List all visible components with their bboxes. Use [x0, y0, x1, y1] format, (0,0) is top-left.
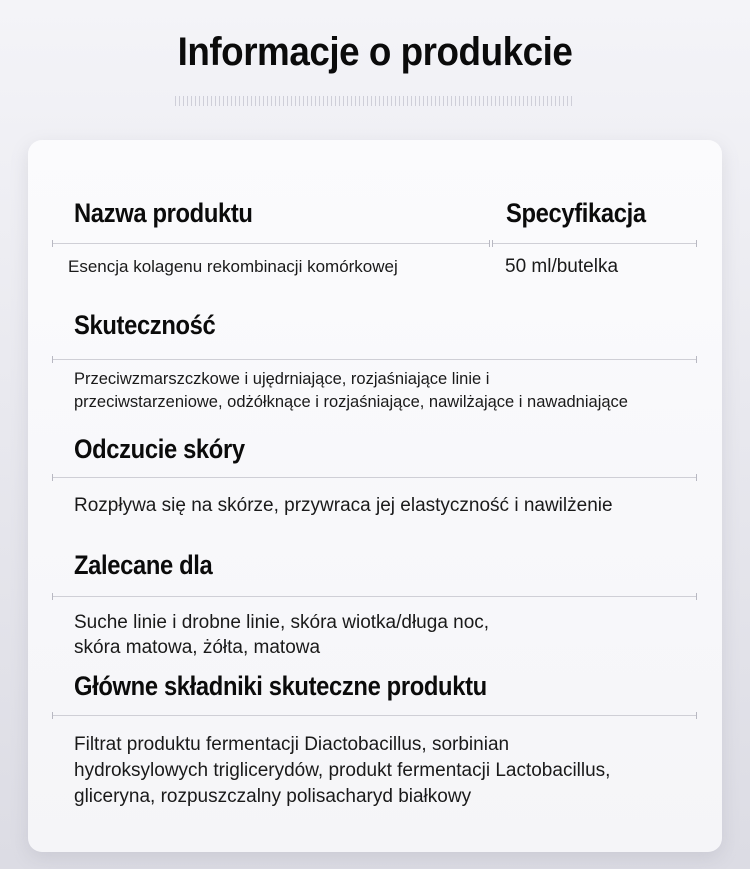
page-title: Informacje o produkcie [177, 30, 573, 74]
product-name-heading: Nazwa produktu [74, 198, 253, 228]
recommended-divider [52, 596, 697, 597]
skin-feel-line-1: Rozpływa się na skórze, przywraca jej elastyczność i nawilżenie [74, 495, 613, 516]
ingredients-line-1: Filtrat produktu fermentacji Diactobacillus, sorbinian [74, 734, 510, 755]
recommended-line-1: Suche linie i drobne linie, skóra wiotka/długa noc, [74, 612, 490, 633]
product-name-divider [52, 243, 490, 244]
ingredients-line-2: hydroksylowych triglicerydów, produkt fermentacji Lactobacillus, [74, 760, 611, 781]
recommended-heading: Zalecane dla [74, 550, 213, 580]
skin-feel-divider [52, 477, 697, 478]
ingredients-divider [52, 715, 697, 716]
efficacy-line-2: przeciwstarzeniowe, odżółknące i rozjaśniające, nawilżające i nawadniające [74, 393, 628, 411]
title-ruler-decoration [175, 96, 575, 106]
product-name-value: Esencja kolagenu rekombinacji komórkowej [68, 257, 398, 276]
ingredients-heading: Główne składniki skuteczne produktu [74, 671, 487, 701]
recommended-line-2: skóra matowa, żółta, matowa [74, 637, 321, 658]
efficacy-line-1: Przeciwzmarszczkowe i ujędrniające, rozjaśniające linie i [74, 370, 490, 388]
specification-value: 50 ml/butelka [505, 256, 619, 277]
ingredients-line-3: gliceryna, rozpuszczalny polisacharyd białkowy [74, 786, 472, 807]
specification-divider [492, 243, 697, 244]
efficacy-divider [52, 359, 697, 360]
specification-heading: Specyfikacja [506, 198, 646, 228]
efficacy-heading: Skuteczność [74, 310, 216, 340]
skin-feel-heading: Odczucie skóry [74, 434, 245, 464]
